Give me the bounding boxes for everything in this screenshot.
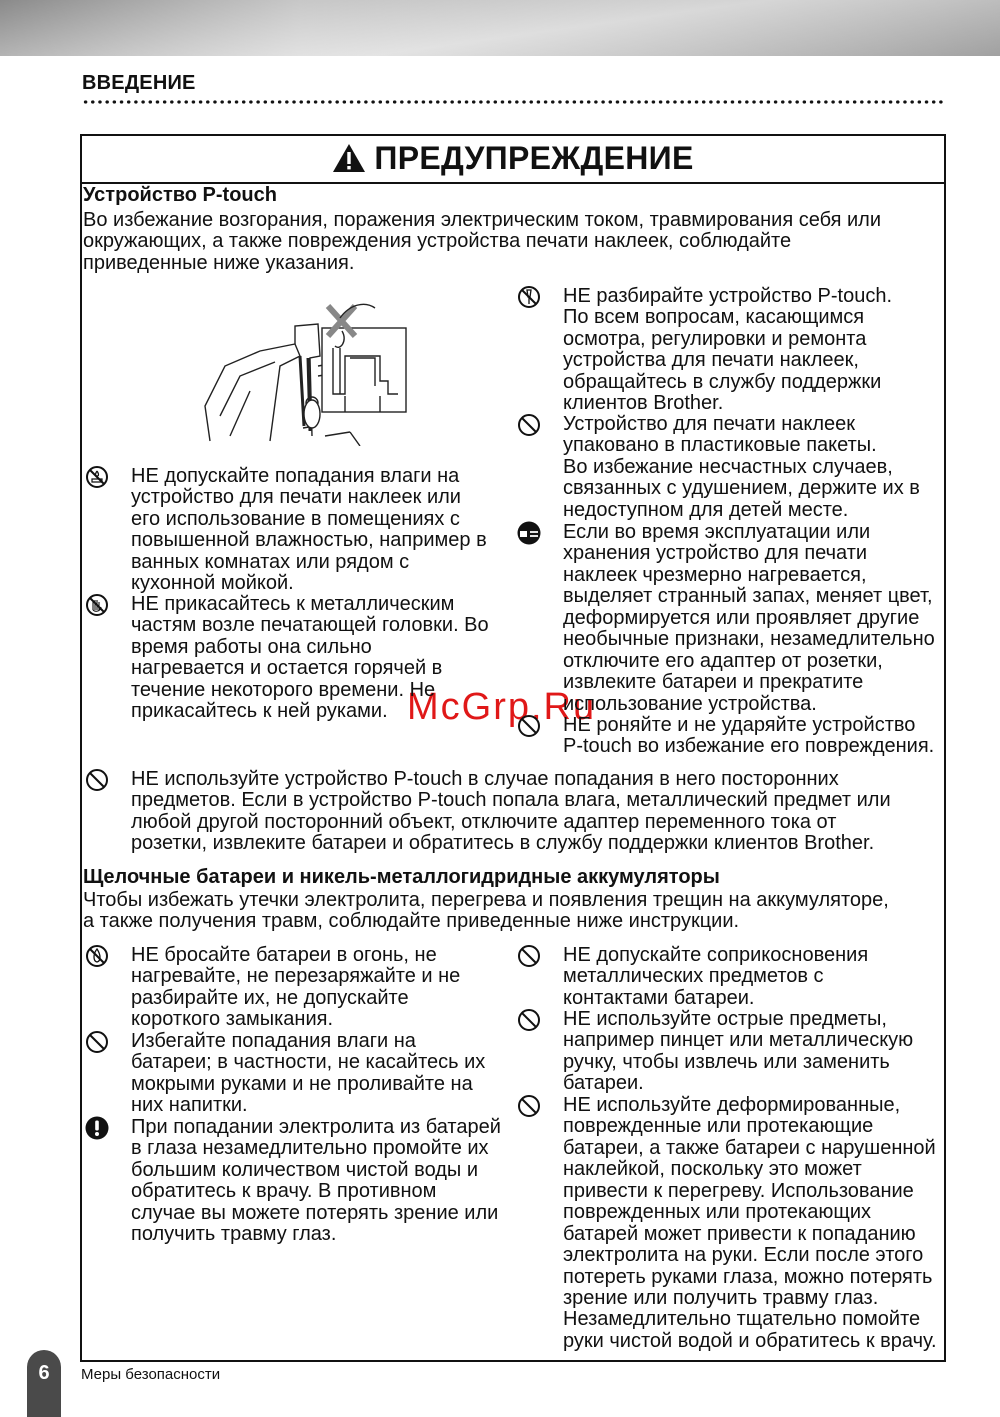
text-line: Избегайте попадания влаги на [131,1030,416,1052]
no-water-icon [85,465,109,489]
text-line: короткого замыкания. [131,1008,334,1031]
dotted-divider [82,99,946,105]
text-line: НЕ прикасайтесь к металлическим [131,593,455,615]
printer-illustration [200,296,410,446]
text-line: При попадании электролита из батарей [131,1116,501,1138]
text-line: них напитки. [131,1094,248,1117]
text-line: электролита на руки. Если после этого [563,1244,924,1267]
text-line: клиентов Brother. [563,392,724,415]
text-line: НЕ используйте деформированные, [563,1094,901,1116]
text-line: нагревается и остается горячей в [131,657,443,680]
text-line: устройство для печати наклеек или [131,486,461,509]
prohibited-icon [517,1094,541,1118]
text-line: контактами батареи. [563,986,755,1009]
text-line: поврежденных или протекающих [563,1201,871,1224]
safety-item [131,945,460,1031]
text-line: использование устройства. [563,692,817,715]
prohibited-icon [85,1030,109,1054]
exclamation-icon [85,1116,109,1140]
prohibited-icon [517,413,541,437]
text-line: батарей может привести к попаданию [563,1222,916,1245]
text-line: хранения устройство для печати [563,542,868,565]
warning-title [80,134,946,184]
text-line: его использование в помещениях с [131,507,460,530]
text-line: руки чистой водой и обратитесь к врачу. [563,1329,937,1352]
safety-item [563,945,868,1009]
header-band [0,0,1000,56]
text-line: батареи. [563,1072,644,1095]
text-line: случае вы можете потерять зрение или [131,1201,499,1224]
prohibited-icon [85,768,109,792]
watermark: McGrp.Ru [407,686,597,728]
no-disassemble-icon [517,285,541,309]
text-line: НЕ используйте устройство P-touch в случае попадания в него посторонних [131,768,839,790]
safety-item [563,414,920,521]
text-line: НЕ допускайте попадания влаги на [131,465,460,487]
no-fire-icon [85,944,109,968]
text-line: в глаза незамедлительно промойте их [131,1137,489,1160]
text-line: прикасайтесь к ней руками. [131,700,388,723]
text-line: связанных с удушением, держите их в [563,477,920,500]
text-line: извлеките батареи и прекратите [563,671,864,694]
batteries-intro [83,890,889,933]
text-line: деформируется или проявляет другие [563,606,920,629]
text-line: ручку, чтобы извлечь или заменить [563,1050,890,1073]
text-line: приведенные ниже указания. [83,251,355,274]
text-line: розетки, извлеките батареи и обратитесь в службу поддержки клиентов Brother. [131,832,875,855]
no-touch-icon [85,593,109,617]
text-line: предметов. Если в устройство P-touch попала влага, металлический предмет или [131,789,891,812]
warning-title-text: ПРЕДУПРЕЖДЕНИЕ [374,139,694,176]
text-line: НЕ используйте острые предметы, [563,1008,887,1030]
text-line: НЕ роняйте и не ударяйте устройство [563,714,916,736]
text-line: наклейкой, поскольку это может [563,1158,862,1181]
prohibited-icon [517,714,541,738]
text-line: недоступном для детей месте. [563,498,849,521]
page-number-tab: 6 [27,1350,61,1417]
text-line: Во избежание несчастных случаев, [563,455,893,478]
text-line: разбирайте их, не допускайте [131,986,409,1009]
text-line: получить травму глаз. [131,1223,337,1246]
prohibited-icon [517,944,541,968]
text-line: Во избежание возгорания, поражения электрическим током, травмирования себя или [83,209,882,231]
safety-item [563,286,892,415]
batteries-heading: Щелочные батареи и никель-металлогидридные аккумуляторы [83,866,720,888]
section-title: ВВЕДЕНИЕ [82,72,196,94]
text-line: выделяет странный запах, меняет цвет, [563,585,933,608]
warning-triangle-icon [332,143,366,173]
text-line: Если во время эксплуатации или [563,521,871,543]
text-line: упаковано в пластиковые пакеты. [563,434,877,457]
text-line: НЕ допускайте соприкосновения [563,944,869,966]
text-line: необычные признаки, незамедлительно [563,628,935,651]
ptouch-intro [83,210,881,274]
safety-item [131,769,891,855]
safety-item [131,466,487,595]
text-line: потереть руками глаза, можно потерять [563,1265,933,1288]
prohibited-icon [517,1008,541,1032]
safety-item [563,522,935,715]
text-line: Устройство для печати наклеек [563,413,856,435]
text-line: батареи, а также батареи с нарушенной [563,1136,936,1159]
text-line: время работы она сильно [131,635,372,658]
unplug-icon [517,521,541,545]
text-line: Незамедлительно тщательно помойте [563,1308,921,1331]
text-line: ванных комнатах или рядом с [131,550,410,573]
text-line: металлических предметов с [563,965,824,988]
text-line: обращайтесь в службу поддержки [563,370,882,393]
safety-item [563,1095,937,1352]
text-line: НЕ разбирайте устройство P-touch. [563,285,893,307]
text-line: осмотра, регулировки и ремонта [563,327,867,350]
text-line: кухонной мойкой. [131,572,294,595]
text-line: например пинцет или металлическую [563,1029,914,1052]
text-line: устройства для печати наклеек, [563,349,859,372]
safety-item [563,1009,913,1095]
text-line: частям возле печатающей головки. Во [131,614,489,637]
text-line: мокрыми руками и не проливайте на [131,1072,473,1095]
text-line: НЕ бросайте батареи в огонь, не [131,944,437,966]
text-line: а также получения травм, соблюдайте приведенные ниже инструкции. [83,910,740,933]
safety-item [131,594,489,723]
text-line: По всем вопросам, касающимся [563,306,865,329]
text-line: зрение или получить травму глаз. [563,1286,879,1309]
text-line: большим количеством чистой воды и [131,1158,479,1181]
text-line: повышенной влажностью, например в [131,529,487,552]
text-line: течение некоторого времени. Не [131,678,436,701]
ptouch-heading: Устройство P-touch [83,184,277,206]
safety-item [563,715,934,758]
text-line: окружающих, а также повреждения устройства печати наклеек, соблюдайте [83,230,792,253]
safety-item [131,1117,501,1246]
text-line: отключите его адаптер от розетки, [563,649,883,672]
text-line: обратитесь к врачу. В противном [131,1180,437,1203]
text-line: нагревайте, не перезаряжайте и не [131,965,461,988]
footer-section: Меры безопасности [81,1366,221,1383]
safety-item [131,1031,485,1117]
text-line: любой другой посторонний объект, отключите адаптер переменного тока от [131,810,837,833]
text-line: батареи; в частности, не касайтесь их [131,1051,486,1074]
text-line: P-touch во избежание его повреждения. [563,735,935,758]
text-line: привести к перегреву. Использование [563,1179,914,1202]
text-line: наклеек чрезмерно нагревается, [563,563,867,586]
text-line: поврежденные или протекающие [563,1115,874,1138]
text-line: Чтобы избежать утечки электролита, перегрева и появления трещин на аккумуляторе, [83,889,889,911]
